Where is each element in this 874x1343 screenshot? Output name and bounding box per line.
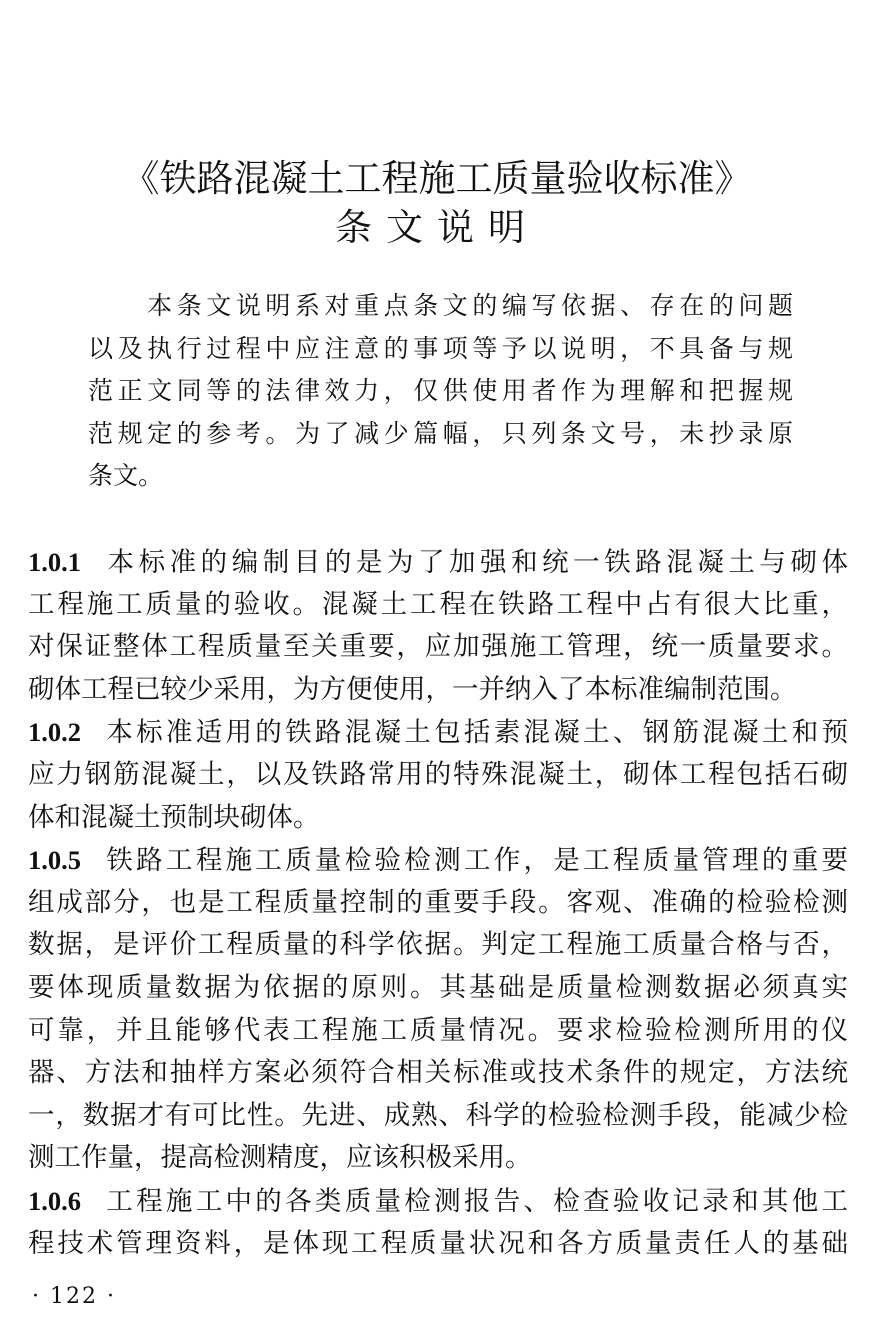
clause-number: 1.0.5 [28,845,81,876]
clause-line: 对保证整体工程质量至关重要，应加强施工管理，统一质量要求。 [28,631,848,663]
clause-1-0-6 [28,1180,848,1265]
intro-line: 范正文同等的法律效力，仅供使用者作为理解和把握规 [88,376,793,406]
clause-number: 1.0.6 [28,1185,81,1216]
page-number: · 122 · [32,1284,116,1309]
clause-line: 要体现质量数据为依据的原则。其基础是质量检测数据必须真实 [28,971,848,1003]
clause-1-0-2 [28,711,848,839]
intro-line: 本条文说明系对重点条文的编写依据、存在的问题 [88,291,793,320]
clause-line: 应力钢筋混凝土，以及铁路常用的特殊混凝土，砌体工程包括石砌 [28,758,848,790]
clause-line: 组成部分，也是工程质量控制的重要手段。客观、准确的检验检测 [28,886,848,918]
clause-text: 工程施工中的各类质量检测报告、检查验收记录和其他工 [103,1185,848,1217]
document-subtitle: 条文说明 [335,206,539,249]
clauses-body [28,541,848,1265]
clause-line: 数据，是评价工程质量的科学依据。判定工程施工质量合格与否， [28,929,848,961]
clause-line: 体和混凝土预制块砌体。 [28,801,320,833]
clause-1-0-1 [28,541,848,711]
clause-line: 可靠，并且能够代表工程施工质量情况。要求检验检测所用的仪 [28,1014,848,1046]
clause-text: 本标准的编制目的是为了加强和统一铁路混凝土与砌体 [103,547,848,578]
intro-line: 以及执行过程中应注意的事项等予以说明，不具备与规 [88,333,793,363]
intro-line: 范规定的参考。为了减少篇幅，只列条文号，未抄录原 [88,418,793,448]
clause-text: 本标准适用的铁路混凝土包括素混凝土、钢筋混凝土和预 [103,717,848,749]
clause-first-line [28,711,848,754]
clause-first-line [28,541,848,584]
clause-line: 砌体工程已较少采用，为方便使用，一并纳入了本标准编制范围。 [28,673,797,705]
clause-first-line [28,1180,848,1223]
clause-text: 铁路工程施工质量检验检测工作，是工程质量管理的重要 [103,845,848,877]
clause-line: 程技术管理资料，是体现工程质量状况和各方质量责任人的基础 [28,1227,848,1259]
clause-line: 器、方法和抽样方案必须符合相关标准或技术条件的规定，方法统 [28,1057,848,1089]
clause-line: 工程施工质量的验收。混凝土工程在铁路工程中占有很大比重， [28,588,848,620]
intro-paragraph [88,285,793,498]
intro-line: 条文。 [88,461,164,491]
clause-line: 一，数据才有可比性。先进、成熟、科学的检验检测手段，能减少检 [28,1099,848,1131]
clause-first-line [28,839,848,882]
clause-1-0-5 [28,839,848,1180]
document-title: 《铁路混凝土工程施工质量验收标准》 [122,157,752,200]
clause-line: 测工作量，提高检测精度，应该积极采用。 [28,1142,532,1174]
clause-number: 1.0.1 [28,547,81,577]
clause-number: 1.0.2 [28,717,81,748]
